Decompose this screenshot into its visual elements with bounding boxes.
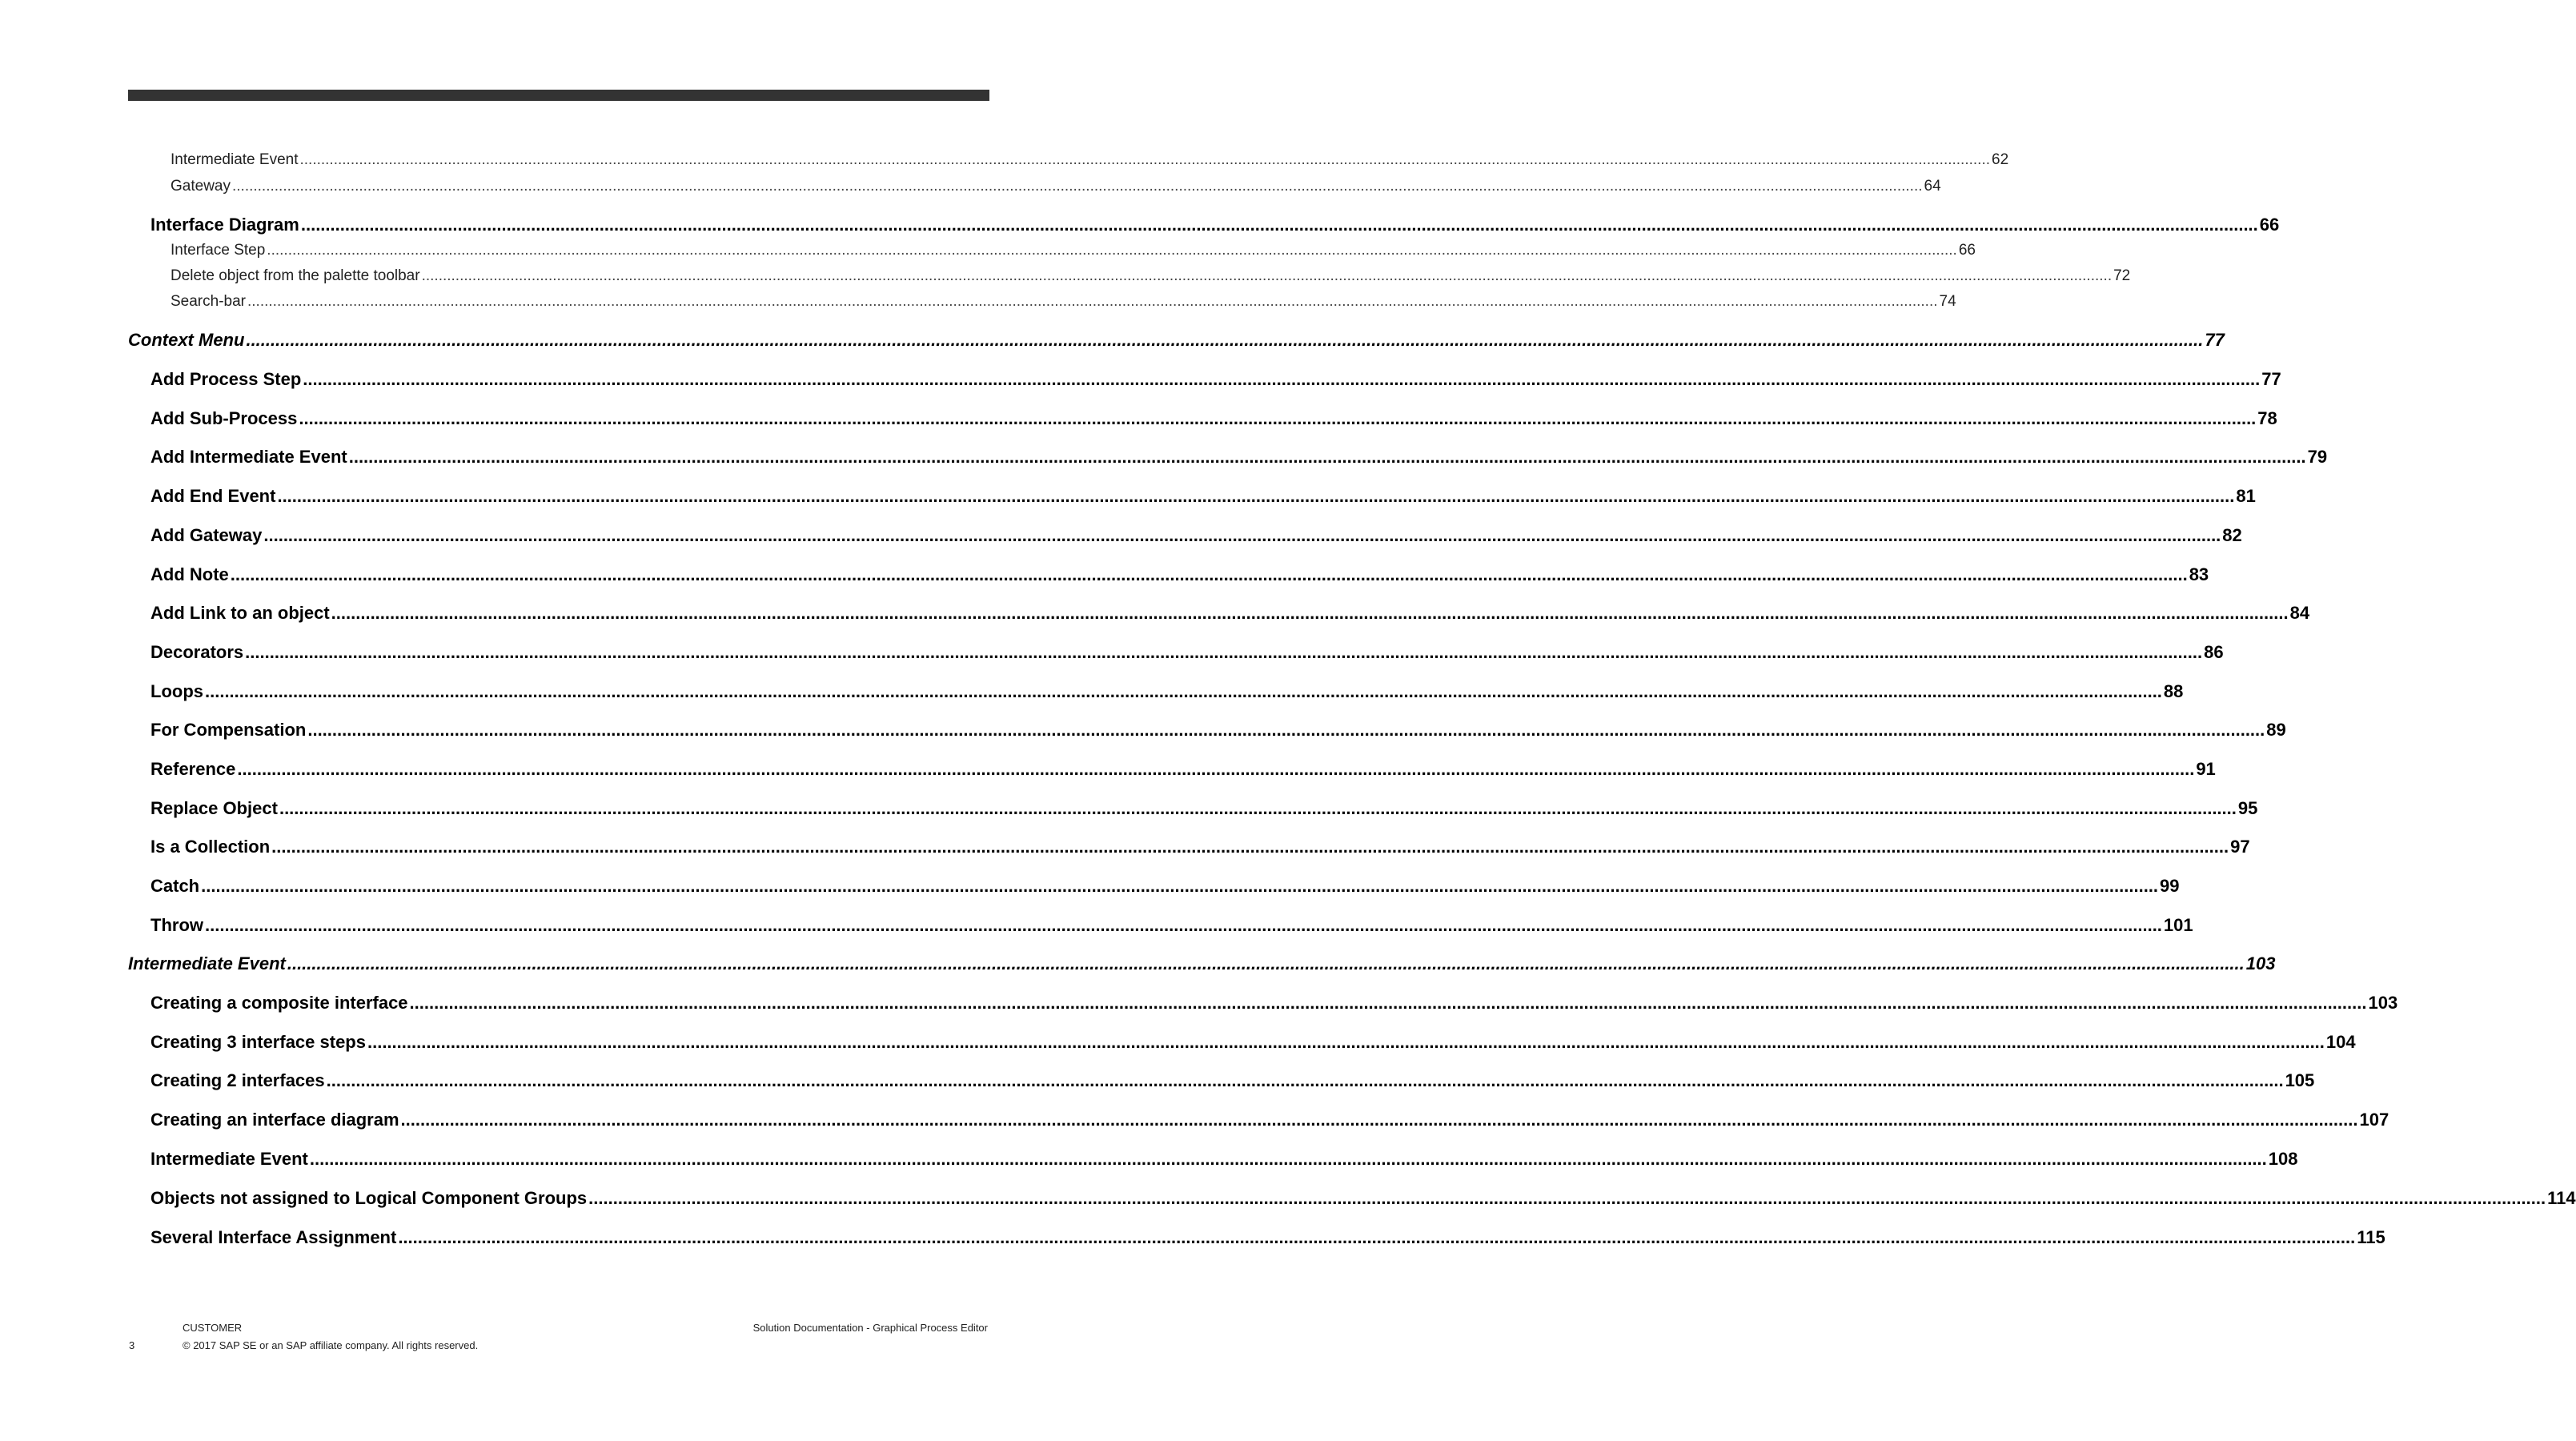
toc-leader-dots: ................................................................................................................................................................................................................................................................................................................................................................................................................	[247, 293, 1938, 310]
toc-leader-dots: ................................................................................................................................................................................................................................................................................................................................................................................................................	[230, 564, 2188, 584]
toc-leader-dots: ................................................................................................................................................................................................................................................................................................................................................................................................................	[299, 408, 2257, 428]
toc-entry-page: 97	[2230, 837, 2250, 857]
toc-entry[interactable]	[150, 1110, 2389, 1130]
toc-entry[interactable]	[171, 293, 1956, 311]
toc-entry-page: 104	[2325, 1032, 2356, 1052]
toc-entry-page: 101	[2163, 915, 2193, 935]
toc-leader-dots: ................................................................................................................................................................................................................................................................................................................................................................................................................	[307, 720, 2265, 740]
toc-entry-page: 78	[2257, 408, 2277, 428]
toc-entry[interactable]	[150, 993, 2398, 1014]
toc-entry-page: 99	[2160, 876, 2180, 896]
toc-entry[interactable]	[150, 837, 2250, 857]
toc-entry-title: Catch	[150, 876, 200, 896]
toc-entry-title: Intermediate Event	[128, 953, 286, 973]
toc-leader-dots: ................................................................................................................................................................................................................................................................................................................................................................................................................	[263, 525, 2221, 545]
toc-entry-title: Creating 3 interface steps	[150, 1032, 366, 1052]
toc-entry-title: Add End Event	[150, 486, 276, 506]
toc-leader-dots: ................................................................................................................................................................................................................................................................................................................................................................................................................	[237, 759, 2195, 779]
toc-entry-page: 84	[2289, 603, 2310, 623]
toc-entry-page: 82	[2222, 525, 2242, 545]
toc-leader-dots: ................................................................................................................................................................................................................................................................................................................................................................................................................	[267, 242, 1957, 259]
toc-leader-dots: ................................................................................................................................................................................................................................................................................................................................................................................................................	[277, 486, 2235, 506]
toc-entry-title: Creating an interface diagram	[150, 1110, 399, 1130]
toc-entry-page: 66	[1958, 242, 1976, 259]
toc-leader-dots: ................................................................................................................................................................................................................................................................................................................................................................................................................	[309, 1149, 2267, 1169]
toc-entry-page: 105	[2285, 1070, 2315, 1090]
toc-entry-title: Interface Diagram	[150, 215, 299, 235]
toc-leader-dots: ................................................................................................................................................................................................................................................................................................................................................................................................................	[205, 681, 2162, 701]
toc-leader-dots: ................................................................................................................................................................................................................................................................................................................................................................................................................	[300, 215, 2258, 235]
toc-entry-title: Creating a composite interface	[150, 993, 408, 1013]
toc-entry-title: Add Process Step	[150, 369, 302, 389]
toc-entry[interactable]	[171, 151, 2009, 169]
toc-entry-page: 95	[2237, 798, 2258, 818]
toc-leader-dots: ................................................................................................................................................................................................................................................................................................................................................................................................................	[287, 953, 2245, 973]
toc-entry[interactable]	[150, 1032, 2356, 1053]
toc-entry[interactable]	[150, 1227, 2385, 1248]
toc-entry[interactable]	[171, 178, 1941, 195]
toc-entry-page: 81	[2236, 486, 2256, 506]
toc-entry-page: 103	[2245, 953, 2276, 973]
footer-document-title: Solution Documentation - Graphical Process Editor	[752, 1322, 988, 1334]
toc-leader-dots: ................................................................................................................................................................................................................................................................................................................................................................................................................	[348, 447, 2306, 467]
toc-entry-page: 77	[2261, 369, 2281, 389]
toc-leader-dots: ................................................................................................................................................................................................................................................................................................................................................................................................................	[245, 642, 2203, 662]
toc-entry-page: 88	[2163, 681, 2184, 701]
toc-leader-dots: ................................................................................................................................................................................................................................................................................................................................................................................................................	[421, 267, 2113, 284]
toc-entry[interactable]	[150, 447, 2328, 468]
toc-leader-dots: ................................................................................................................................................................................................................................................................................................................................................................................................................	[398, 1227, 2356, 1247]
toc-entry[interactable]	[150, 681, 2184, 702]
toc-entry[interactable]	[150, 798, 2258, 819]
toc-leader-dots: ................................................................................................................................................................................................................................................................................................................................................................................................................	[299, 151, 1991, 168]
toc-entry-title: Add Intermediate Event	[150, 447, 347, 467]
toc-entry-title: Decorators	[150, 642, 244, 662]
toc-entry-page: 62	[1992, 151, 2009, 168]
toc-entry[interactable]	[150, 876, 2180, 897]
toc-leader-dots: ................................................................................................................................................................................................................................................................................................................................................................................................................	[409, 993, 2367, 1013]
toc-leader-dots: ................................................................................................................................................................................................................................................................................................................................................................................................................	[201, 876, 2159, 896]
toc-leader-dots: ................................................................................................................................................................................................................................................................................................................................................................................................................	[326, 1070, 2284, 1090]
toc-leader-dots: ................................................................................................................................................................................................................................................................................................................................................................................................................	[205, 915, 2162, 935]
toc-leader-dots: ................................................................................................................................................................................................................................................................................................................................................................................................................	[231, 178, 1923, 195]
toc-entry-title: Throw	[150, 915, 203, 935]
toc-entry[interactable]	[150, 1070, 2315, 1091]
toc-entry[interactable]	[150, 215, 2280, 235]
toc-entry[interactable]	[150, 408, 2277, 429]
toc-entry-title: Add Gateway	[150, 525, 263, 545]
toc-entry[interactable]	[128, 953, 2276, 974]
toc-entry-title: Add Note	[150, 564, 229, 584]
toc-entry-title: Loops	[150, 681, 203, 701]
toc-entry[interactable]	[150, 642, 2224, 663]
toc-entry-page: 74	[1939, 293, 1956, 310]
toc-leader-dots: ................................................................................................................................................................................................................................................................................................................................................................................................................	[588, 1188, 2546, 1208]
toc-entry-page: 103	[2368, 993, 2398, 1013]
toc-entry-page: 86	[2204, 642, 2224, 662]
toc-entry[interactable]	[150, 525, 2242, 546]
toc-leader-dots: ................................................................................................................................................................................................................................................................................................................................................................................................................	[271, 837, 2229, 857]
toc-leader-dots: ................................................................................................................................................................................................................................................................................................................................................................................................................	[303, 369, 2261, 389]
toc-entry-title: For Compensation	[150, 720, 307, 740]
toc-entry-title: Gateway	[171, 178, 231, 195]
toc-leader-dots: ................................................................................................................................................................................................................................................................................................................................................................................................................	[331, 603, 2289, 623]
toc-entry-title: Objects not assigned to Logical Component Groups	[150, 1188, 588, 1208]
toc-entry-page: 115	[2357, 1227, 2385, 1247]
toc-entry[interactable]	[150, 720, 2286, 741]
toc-entry[interactable]	[150, 915, 2193, 936]
toc-entry-page: 64	[1924, 178, 1941, 195]
toc-entry-page: 108	[2268, 1149, 2298, 1169]
toc-entry-title: Replace Object	[150, 798, 278, 818]
toc-entry[interactable]	[150, 369, 2281, 390]
footer-copyright: © 2017 SAP SE or an SAP affiliate company. All rights reserved.	[183, 1339, 479, 1351]
toc-entry[interactable]	[150, 564, 2209, 585]
toc-entry-page: 83	[2189, 564, 2209, 584]
toc-entry-title: Creating 2 interfaces	[150, 1070, 325, 1090]
toc-entry-page: 72	[2113, 267, 2131, 284]
toc-entry-page: 107	[2359, 1110, 2389, 1130]
toc-entry-page: 66	[2259, 215, 2280, 235]
toc-entry-page: 89	[2266, 720, 2286, 740]
toc-entry-title: Intermediate Event	[171, 151, 299, 168]
toc-entry-title: Add Link to an object	[150, 603, 330, 623]
toc-entry-page: 91	[2196, 759, 2216, 779]
toc-leader-dots: ................................................................................................................................................................................................................................................................................................................................................................................................................	[367, 1032, 2325, 1052]
toc-entry[interactable]	[171, 242, 1976, 259]
toc-entry-title: Intermediate Event	[150, 1149, 308, 1169]
toc-entry[interactable]	[128, 330, 2225, 351]
toc-entry[interactable]	[171, 267, 2131, 285]
toc-leader-dots: ................................................................................................................................................................................................................................................................................................................................................................................................................	[279, 798, 2237, 818]
toc-entry[interactable]	[150, 486, 2256, 507]
toc-entry-page: 79	[2307, 447, 2328, 467]
toc-entry-title: Is a Collection	[150, 837, 271, 857]
toc-entry-title: Interface Step	[171, 242, 266, 259]
footer-classification: CUSTOMER	[183, 1322, 243, 1334]
toc-entry-page: 77	[2205, 330, 2225, 350]
toc-entry-title: Context Menu	[128, 330, 245, 350]
toc-entry[interactable]	[150, 1188, 2576, 1209]
toc-entry-title: Reference	[150, 759, 236, 779]
toc-entry[interactable]	[150, 603, 2310, 624]
toc-entry-title: Search-bar	[171, 293, 246, 310]
toc-entry-title: Delete object from the palette toolbar	[171, 267, 420, 284]
toc-entry[interactable]	[150, 1149, 2298, 1170]
toc-entry-title: Several Interface Assignment	[150, 1227, 397, 1247]
toc-entry[interactable]	[150, 759, 2216, 780]
toc-leader-dots: ................................................................................................................................................................................................................................................................................................................................................................................................................	[400, 1110, 2358, 1130]
toc-entry-title: Add Sub-Process	[150, 408, 298, 428]
toc-entry-page: 114	[2547, 1188, 2576, 1208]
footer-page-number: 3	[129, 1339, 135, 1351]
toc-leader-dots: ................................................................................................................................................................................................................................................................................................................................................................................................................	[246, 330, 2204, 350]
header-rule	[128, 90, 989, 101]
